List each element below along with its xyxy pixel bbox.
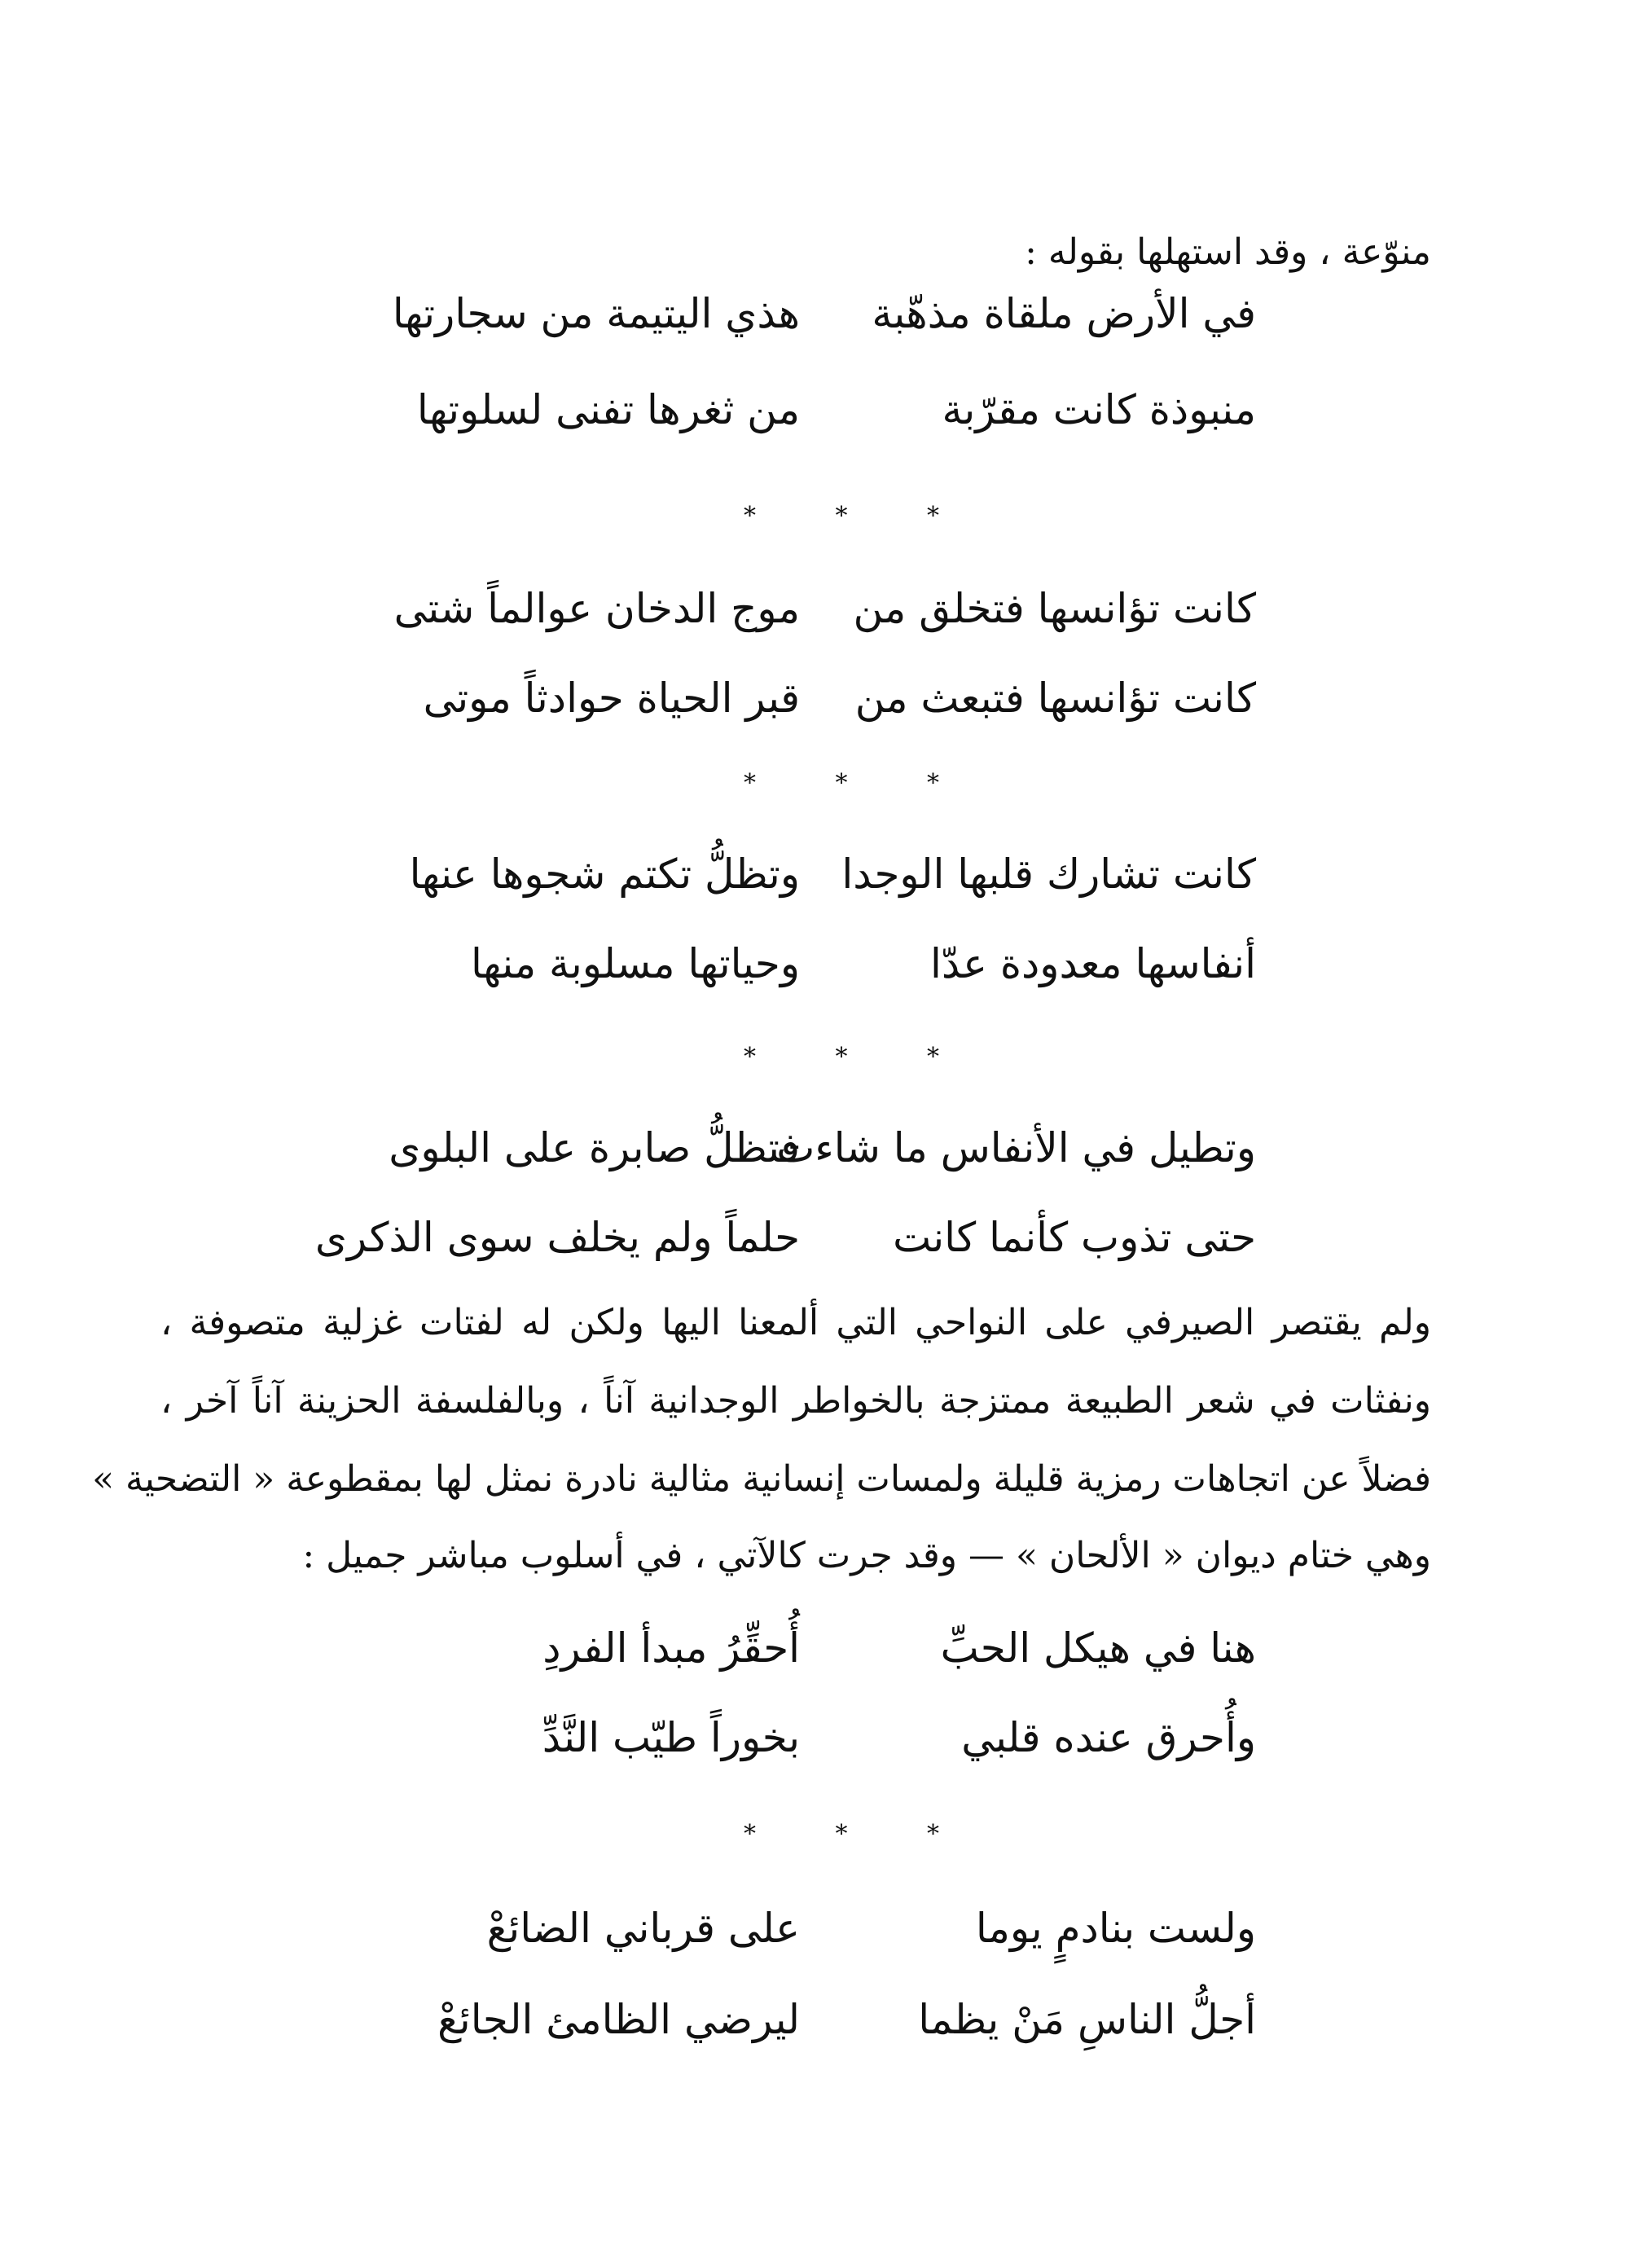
section-separator: * * * bbox=[743, 1820, 976, 1848]
paragraph-line: ونفثات في شعر الطبيعة ممتزجة بالخواطر الوجدانية آناً ، وبالفلسفة الحزينة آناً آخر ، bbox=[160, 1380, 1431, 1422]
verse-2-right-hemistich: منبوذة كانت مقرّبة bbox=[942, 386, 1256, 433]
verse-10-right-hemistich: وأُحرق عنده قلبي bbox=[961, 1714, 1256, 1761]
section-separator: * * * bbox=[743, 1043, 976, 1071]
verse-3-right-hemistich: كانت تؤانسها فتخلق من bbox=[853, 585, 1256, 632]
verse-12-left-hemistich: ليرضي الظامئ الجائعْ bbox=[437, 1996, 800, 2043]
verse-5-left-hemistich: وتظلُّ تكتم شجوها عنها bbox=[409, 850, 800, 898]
verse-6-right-hemistich: أنفاسها معدودة عدّا bbox=[929, 940, 1256, 987]
verse-9-left-hemistich: أُحقِّرُ مبدأ الفردِ bbox=[542, 1624, 800, 1672]
verse-10-left-hemistich: بخوراً طيّب النَّدِّ bbox=[542, 1714, 800, 1761]
intro-line: منوّعة ، وقد استهلها بقوله : bbox=[1025, 231, 1431, 273]
section-separator: * * * bbox=[743, 769, 976, 798]
verse-3-left-hemistich: موج الدخان عوالماً شتى bbox=[393, 585, 800, 632]
verse-4-right-hemistich: كانت تؤانسها فتبعث من bbox=[854, 675, 1256, 722]
verse-1-left-hemistich: هذي اليتيمة من سجارتها bbox=[392, 290, 800, 337]
paragraph-line: وهي ختام ديوان « الألحان » — وقد جرت كالآتي ، في أسلوب مباشر جميل : bbox=[302, 1535, 1431, 1576]
verse-9-right-hemistich: هنا في هيكل الحبِّ bbox=[940, 1624, 1256, 1672]
verse-6-left-hemistich: وحياتها مسلوبة منها bbox=[470, 940, 800, 987]
verse-7-right-hemistich: وتطيل في الأنفاس ما شاءت bbox=[776, 1124, 1256, 1171]
verse-7-left-hemistich: فتظلُّ صابرة على البلوى bbox=[389, 1124, 800, 1171]
verse-8-right-hemistich: حتى تذوب كأنما كانت bbox=[893, 1214, 1256, 1261]
paragraph-line: ولم يقتصر الصيرفي على النواحي التي ألمعنا اليها ولكن له لفتات غزلية متصوفة ، bbox=[160, 1302, 1431, 1343]
verse-5-right-hemistich: كانت تشارك قلبها الوجدا bbox=[841, 850, 1256, 898]
verse-12-right-hemistich: أجلُّ الناسِ مَنْ يظما bbox=[918, 1996, 1256, 2043]
verse-4-left-hemistich: قبر الحياة حوادثاً موتى bbox=[423, 675, 800, 722]
verse-2-left-hemistich: من ثغرها تفنى لسلوتها bbox=[416, 386, 800, 433]
paragraph-line: فضلاً عن اتجاهات رمزية قليلة ولمسات إنسانية مثالية نادرة نمثل لها بمقطوعة « التضحية » bbox=[92, 1458, 1431, 1500]
verse-1-right-hemistich: في الأرض ملقاة مذهّبة bbox=[872, 290, 1256, 337]
verse-11-left-hemistich: على قرباني الضائعْ bbox=[486, 1905, 800, 1952]
verse-11-right-hemistich: ولست بنادمٍ يوما bbox=[975, 1905, 1256, 1952]
section-separator: * * * bbox=[743, 502, 976, 530]
verse-8-left-hemistich: حلماً ولم يخلف سوى الذكرى bbox=[314, 1214, 800, 1261]
